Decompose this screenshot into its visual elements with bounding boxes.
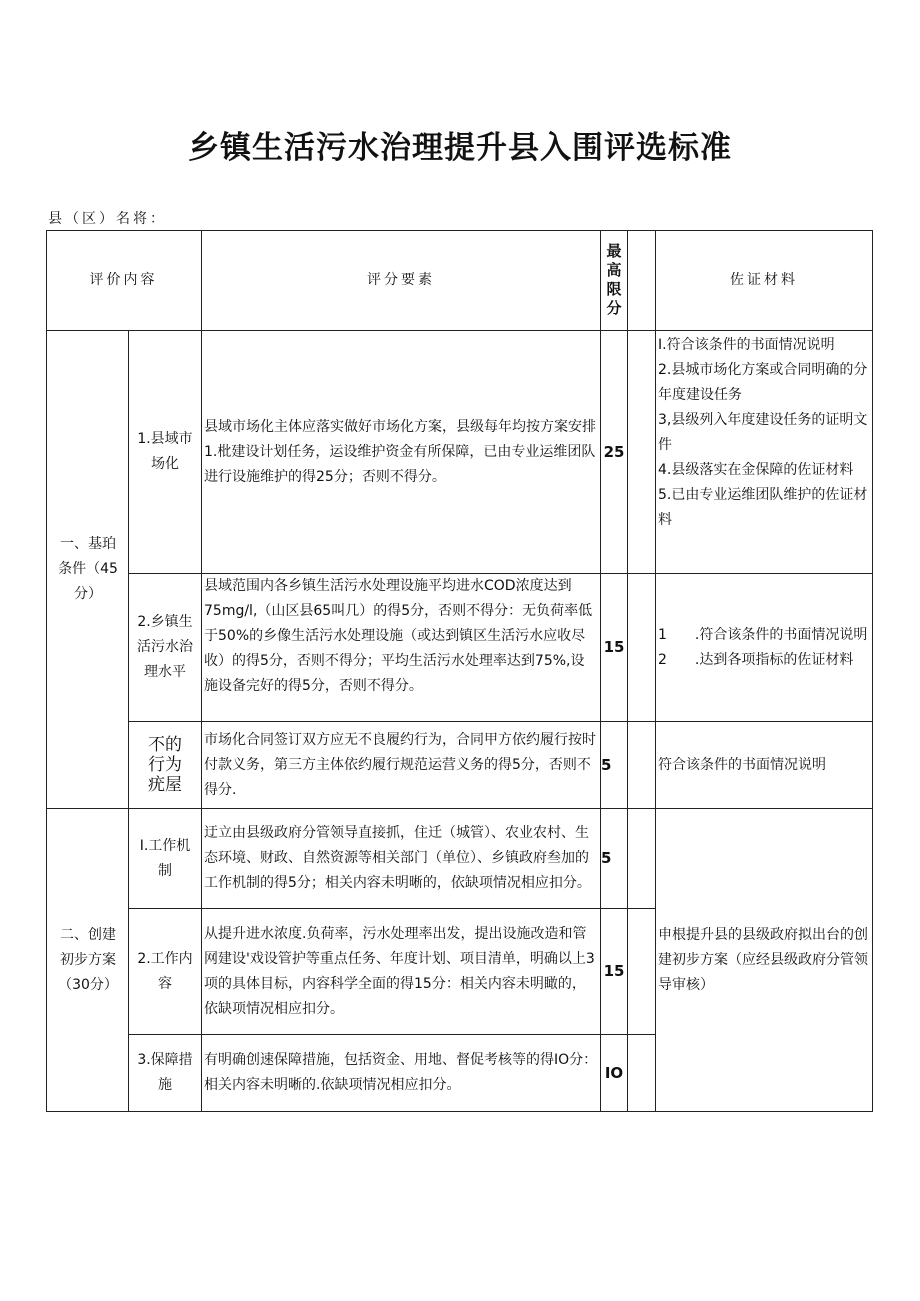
evidence-text-plan: 申根提升县的县级政府拟出台的创建初步方案（应经县级政府分管领导审核）	[658, 926, 868, 993]
col-divider	[655, 230, 656, 1112]
criterion-text: 县域范围内各乡镇生活污水处理设施平均进水COD浓度达到75mg/l,（山区县65叫几）的得5分，否则不得分：无负荷率低于50%的乡像生活污水处理设施（或达到镇区生活污水应收尽收）的得5分，否则不得分；平均生活污水处理率达到75%,设施设备完好的得5分，否则不得分。	[204, 578, 593, 694]
col-divider	[627, 230, 628, 1112]
header-content: 评价内容	[89, 271, 158, 288]
criterion-label: 3.保障措 施	[137, 1052, 193, 1093]
table-border-left	[46, 230, 47, 1112]
evidence-text: I.符合该条件的书面情况说明 2.县城市场化方案或合同明确的分年度建设任务 3,县级列入年度建设任务的证明文件 4.县级落实在金保障的佐证材料 5.已由专业运维团队维护的佐证材料	[658, 337, 868, 528]
header-evidence: 佐证材料	[730, 271, 798, 288]
evidence-text: 符合该条件的书面情况说明	[658, 756, 826, 773]
county-label: 县（区）名将：	[48, 211, 167, 227]
criterion-label: 2.乡镇生 活污水治 理水平	[137, 614, 193, 680]
criterion-text: 从提升进水浓度.负荷率，污水处理率出发，提出设施改造和管网建设'戏设管护等重点任务、年度计划、项目清单，明确以上3项的具体目标，内容科学全面的得15分：相关内容未明瞰的，依缺项情况相应扣分。	[204, 925, 595, 1017]
col-divider	[201, 230, 202, 1112]
table-border-right	[872, 230, 873, 1112]
criterion-text: 县域市场化主体应落实做好市场化方案，县级每年均按方案安排1.枇建设计划任务，运设维护资金有所保障，已由专业运维团队进行设施维护的得25分；否则不得分。	[204, 418, 596, 485]
max-score: 25	[603, 442, 625, 461]
max-score: 15	[603, 962, 625, 980]
evaluation-table	[46, 230, 873, 1112]
max-score: 5	[601, 849, 612, 867]
criterion-text: 市场化合同签订双方应无不良履约行为，合同甲方依约履行按时付款义务，第三方主体依约履行规范运营义务的得5分，否则不得分.	[204, 731, 596, 798]
header-max-score: 最 高 限 分	[606, 242, 622, 317]
max-score: 15	[603, 638, 625, 656]
criterion-label: 不的 行为 疣屋	[148, 735, 182, 795]
group-label-basic: 一、基珀 条件（45 分）	[58, 536, 118, 602]
max-score: IO	[604, 1063, 624, 1082]
group-label-plan: 二、创建 初步方案 （30分）	[58, 926, 118, 993]
criterion-text: 有明确创速保障措施，包括资金、用地、督促考核等的得IO分：相关内容未明晰的.依缺项情况相应扣分。	[204, 1052, 598, 1093]
criterion-label: I.工作机 制	[139, 837, 191, 879]
page-title: 乡镇生活污水治理提升县入围评选标准	[188, 130, 732, 166]
header-elements: 评分要素	[367, 271, 435, 288]
max-score: 5	[601, 755, 612, 774]
criterion-label: 1.县域市 场化	[137, 431, 193, 472]
table-border-bottom	[46, 1111, 873, 1112]
evidence-text: 1 .符合该条件的书面情况说明 2 .达到各项指标的佐证材料	[658, 626, 868, 668]
criterion-text: 迂立由县级政府分管领导直接抓，住迁（城管）、农业农村、生态环境、财政、自然资源等相关部门（单位）、乡镇政府叁加的工作机制的得5分；相关内容未明晰的，依缺项情况相应扣分。	[204, 825, 591, 891]
criterion-label: 2.工作内 容	[137, 950, 193, 992]
